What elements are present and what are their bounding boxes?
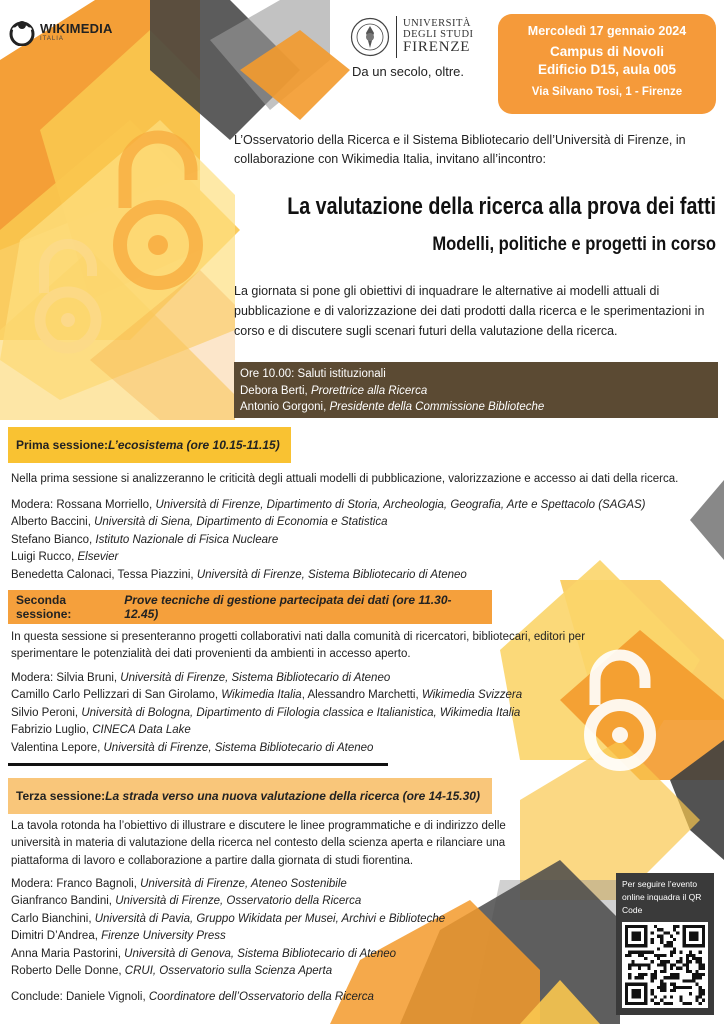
page-title: La valutazione della ricerca alla prova dei fatti xyxy=(287,193,716,220)
speaker-row: Benedetta Calonaci, Tessa Piazzini, Università di Firenze, Sistema Bibliotecario di Ateneo xyxy=(11,568,467,581)
session-2-speakers xyxy=(11,670,522,757)
speaker-row: Carlo Bianchini, Università di Pavia, Gruppo Wikidata per Musei, Archivi e Biblioteche xyxy=(11,912,446,925)
divider xyxy=(8,763,388,766)
opening-time: Ore 10.00: Saluti istituzionali xyxy=(240,368,386,380)
session-3-speakers xyxy=(11,876,445,981)
session-3-label: Terza sessione: xyxy=(16,789,106,803)
event-date: Mercoledì 17 gennaio 2024 xyxy=(527,24,687,38)
description: La giornata si pone gli obiettivi di inquadrare le alternative ai modelli attuali di pubblicazione e di valorizzazione dei dati prodotti dalla ricerca e le sperimentazioni in corso e di discutere sugli scenari futuri della valutazione della ricerca. xyxy=(234,284,705,338)
university-logo xyxy=(350,16,500,79)
session-2-topic: Prove tecniche di gestione partecipata dei dati (ore 11.30-12.45) xyxy=(124,593,452,621)
speaker-row: Camillo Carlo Pellizzari di San Girolamo, Wikimedia Italia, Alessandro Marchetti, Wikimedia Svizzera xyxy=(11,689,523,702)
event-room: Edificio D15, aula 005 xyxy=(537,62,677,78)
speaker-row: Anna Maria Pastorini, Università di Genova, Sistema Bibliotecario di Ateneo xyxy=(11,947,397,960)
wikimedia-sub: ITALIA xyxy=(40,36,64,42)
session-1-header xyxy=(8,427,291,463)
qr-code[interactable] xyxy=(622,922,708,1008)
speaker-row: Modera: Silvia Bruni, Università di Firenze, Sistema Bibliotecario di Ateneo xyxy=(11,672,391,684)
speaker-row: Roberto Delle Donne, CRUI, Osservatorio sulla Scienza Aperta xyxy=(11,965,333,978)
session-1-text: Nella prima sessione si analizzeranno le criticità degli attuali modelli di pubblicazione, valorizzazione e accesso ai dati della ricerca. xyxy=(11,473,679,485)
university-line2: DEGLI STUDI xyxy=(403,29,474,41)
intro-text: L’Osservatorio della Ricerca e il Sistema Bibliotecario dell’Università di Firenze, in collaborazione con Wikimedia Italia, invitano all’incontro: xyxy=(234,133,686,166)
speaker-row: Stefano Bianco, Istituto Nazionale di Fisica Nucleare xyxy=(11,533,279,546)
speaker-row: Luigi Rucco, Elsevier xyxy=(11,551,119,564)
opening-speaker-1: Debora Berti, Prorettrice alla Ricerca xyxy=(240,384,428,397)
speaker-row: Valentina Lepore, Università di Firenze, Sistema Bibliotecario di Ateneo xyxy=(11,741,374,754)
opening-speaker-2: Antonio Gorgoni, Presidente della Commissione Biblioteche xyxy=(240,401,545,414)
session-3-text: La tavola rotonda ha l’obiettivo di illustrare e discutere le linee programmatiche e di indirizzo delle università in materia di valutazione della ricerca nel contesto della scienza aperta e rilanciare una piattaforma di lavoro e collaborazione a partire dalla giornata di studi fiorentina. xyxy=(11,820,506,867)
university-seal-icon xyxy=(350,17,390,57)
speaker-row: Dimitri D’Andrea, Firenze University Press xyxy=(11,930,226,943)
event-campus: Campus di Novoli xyxy=(549,43,664,59)
speaker-row: Gianfranco Bandini, Università di Firenze, Osservatorio della Ricerca xyxy=(11,895,362,908)
session-1-label: Prima sessione: xyxy=(16,438,109,452)
speaker-row: Fabrizio Luglio, CINECA Data Lake xyxy=(11,724,191,737)
session-1-speakers xyxy=(11,497,646,584)
session-3-topic: La strada verso una nuova valutazione della ricerca (ore 14-15.30) xyxy=(105,789,480,803)
university-line3: FIRENZE xyxy=(403,39,471,56)
wikimedia-logo-icon xyxy=(8,18,36,46)
page-subtitle: Modelli, politiche e progetti in corso xyxy=(432,233,716,255)
session-2-label: Seconda sessione: xyxy=(16,593,72,621)
wikimedia-name: WIKIMEDIA xyxy=(40,21,113,36)
event-address: Via Silvano Tosi, 1 - Firenze xyxy=(531,86,683,99)
opening-box xyxy=(234,362,718,418)
session-2-text: In questa sessione si presenteranno progetti collaborativi nati dalla comunità di ricercatori, bibliotecari, editori per sperimentare le potenzialità dei dati provenienti da ambienti in accesso aperto. xyxy=(11,631,586,661)
speaker-row: Modera: Franco Bagnoli, Università di Firenze, Ateneo Sostenibile xyxy=(11,878,347,890)
session-3-header xyxy=(8,778,492,814)
session-1-topic: L’ecosistema (ore 10.15-11.15) xyxy=(108,438,280,452)
speaker-row: Silvio Peroni, Università di Bologna, Dipartimento di Filologia classica e Italianistica, Wikimedia Italia xyxy=(11,706,521,719)
qr-code-box xyxy=(616,873,714,1015)
session-2-header xyxy=(8,590,492,624)
speaker-row: Modera: Rossana Morriello, Università di Firenze, Dipartimento di Storia, Archeologia, Geografia, Arte e Spettacolo (SAGAS) xyxy=(11,499,646,511)
university-tagline: Da un secolo, oltre. xyxy=(352,64,465,79)
event-info-box xyxy=(498,14,716,114)
conclusion: Conclude: Daniele Vignoli, Coordinatore dell’Osservatorio della Ricerca xyxy=(11,991,374,1003)
speaker-row: Alberto Baccini, Università di Siena, Dipartimento di Economia e Statistica xyxy=(11,516,388,529)
qr-code-icon xyxy=(625,925,705,1005)
qr-instructions: Per seguire l’evento online inquadra il QR Code xyxy=(622,879,702,915)
wikimedia-logo xyxy=(8,18,113,46)
university-line1: UNIVERSITÀ xyxy=(403,18,471,30)
